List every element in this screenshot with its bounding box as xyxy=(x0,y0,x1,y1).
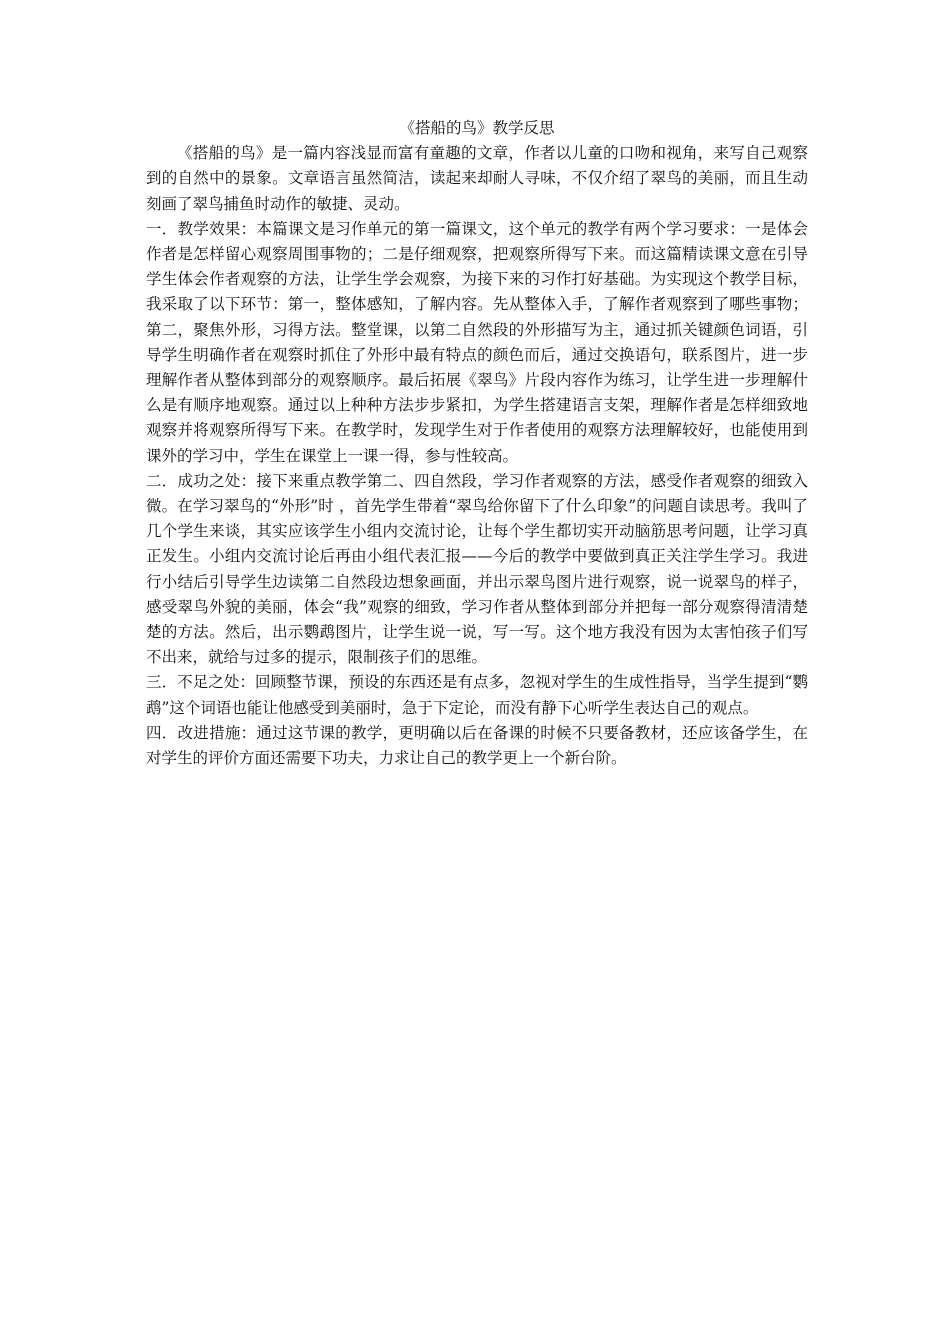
page-title: 《搭船的鸟》教学反思 xyxy=(399,119,555,137)
section-improvements: 四．改进措施：通过这节课的教学，更明确以后在备课的时候不只要备教材，还应该备学生，在对学生的评价方面还需要下功夫，力求让自己的教学更上一个新台阶。 xyxy=(146,723,808,768)
section-successes: 二．成功之处：接下来重点教学第二、四自然段，学习作者观察的方法，感受作者观察的细致入微。在学习翠鸟的“外形”时 ，首先学生带着“翠鸟给你留下了什么印象”的问题自读思考。我叫了几个学生来谈，其实应该学生小组内交流讨论，让每个学生都切实开动脑筋思考问题，让学习真正发生。小组内交流讨论后再由小组代表汇报——今后的教学中要做到真正关注学生学习。我进行小结后引导学生边读第二自然段边想象画面，并出示翠鸟图片进行观察，说一说翠鸟的样子，感受翠鸟外貌的美丽，体会“我”观察的细致，学习作者从整体到部分并把每一部分观察得清清楚楚的方法。然后，出示鹦鹉图片，让学生说一说，写一写。这个地方我没有因为太害怕孩子们写不出来，就给与过多的提示，限制孩子们的思维。 xyxy=(146,471,808,667)
intro-paragraph: 《搭船的鸟》是一篇内容浅显而富有童趣的文章，作者以儿童的口吻和视角，来写自己观察到的自然中的景象。文章语言虽然简洁，读起来却耐人寻味，不仅介绍了翠鸟的美丽，而且生动刻画了翠鸟捕鱼时动作的敏捷、灵动。 xyxy=(146,144,808,213)
section-shortcomings: 三．不足之处：回顾整节课，预设的东西还是有点多，忽视对学生的生成性指导，当学生提到“鹦鹉”这个词语也能让他感受到美丽时，急于下定论，而没有静下心听学生表达自己的观点。 xyxy=(146,673,808,717)
document-body xyxy=(146,116,808,771)
section-teaching-effect: 一．教学效果：本篇课文是习作单元的第一篇课文，这个单元的教学有两个学习要求：一是体会作者是怎样留心观察周围事物的；二是仔细观察，把观察所得写下来。而这篇精读课文意在引导学生体会作者观察的方法，让学生学会观察，为接下来的习作打好基础。为实现这个教学目标，我采取了以下环节：第一，整体感知，了解内容。先从整体入手，了解作者观察到了哪些事物；第二，聚焦外形，习得方法。整堂课，以第二自然段的外形描写为主，通过抓关键颜色词语，引导学生明确作者在观察时抓住了外形中最有特点的颜色而后，通过交换语句，联系图片，进一步理解作者从整体到部分的观察顺序。最后拓展《翠鸟》片段内容作为练习，让学生进一步理解什么是有顺序地观察。通过以上种种方法步步紧扣，为学生搭建语言支架，理解作者是怎样细致地观察并将观察所得写下来。在教学时，发现学生对于作者使用的观察方法理解较好，也能使用到课外的学习中，学生在课堂上一课一得，参与性较高。 xyxy=(146,219,808,465)
